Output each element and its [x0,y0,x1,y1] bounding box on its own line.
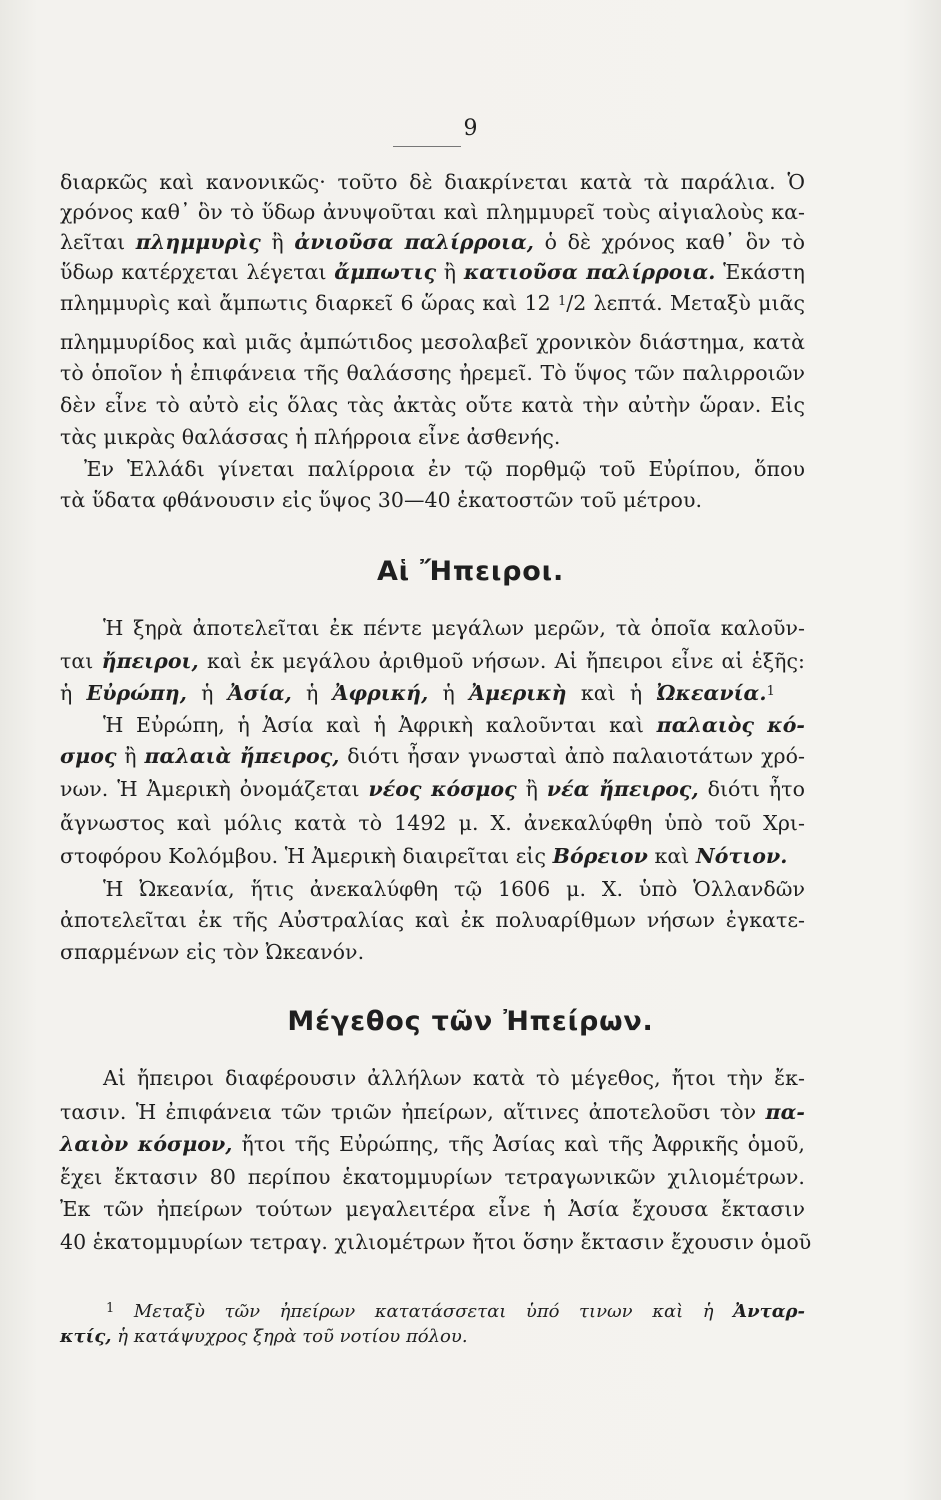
continent-name: Ὠκεανία. [656,681,767,705]
text-line: ἄγνωστος καὶ μόλις κατὰ τὸ 1492 μ. Χ. ἀνεκαλύφθη ὑπὸ τοῦ Χρι- [60,811,805,835]
text-line: Ἐν Ἑλλάδι γίνεται παλίρροια ἐν τῷ πορθμῷ τοῦ Εὐρίπου, ὅπου [84,457,805,481]
page-number: 9 [463,116,478,141]
emphasis-term: παλαιὰ ἤπειρος, [144,744,340,768]
text-line: τασιν. Ἡ ἐπιφάνεια τῶν τριῶν ἠπείρων, αἵτινες ἀποτελοῦσι τὸν πα- [60,1100,805,1124]
text-line: δὲν εἶνε τὸ αὐτὸ εἰς ὅλας τὰς ἀκτὰς οὔτε κατὰ τὴν αὐτὴν ὥραν. Εἰς [60,393,805,417]
continent-name: Εὐρώπη, [86,681,187,705]
emphasis-term: νέος κόσμος [368,777,517,801]
text-line: πλημμυρίδος καὶ μιᾶς ἀμπώτιδος μεσολαβεῖ χρονικὸν διάστημα, κατὰ [60,330,805,354]
text-line: στοφόρου Κολόμβου. Ἡ Ἀμερικὴ διαιρεῖται εἰς Βόρειον καὶ Νότιον. [60,844,788,868]
emphasis-term: πλημμυρὶς [135,230,261,254]
emphasis-term: πα- [765,1100,805,1124]
emphasis-term: παλαιὸς κό- [656,713,805,737]
text-line: ἀποτελεῖται ἐκ τῆς Αὐστραλίας καὶ ἐκ πολυαρίθμων νήσων ἐγκατε- [60,908,805,932]
text-line: Ἡ Ὠκεανία, ἥτις ἀνεκαλύφθη τῷ 1606 μ. Χ. ὑπὸ Ὁλλανδῶν [103,877,805,901]
emphasis-term: σμος [60,744,117,768]
page-number-rule [393,146,461,147]
section-heading: Αἱ Ἤπειροι. [376,556,565,587]
text-line: χρόνος καθ᾽ ὃν τὸ ὕδωρ ἀνυψοῦται καὶ πλημμυρεῖ τοὺς αἰγιαλοὺς κα- [60,200,805,224]
emphasis-term: κατιοῦσα παλίρροια. [463,260,716,284]
continent-name: Ἀμερικὴ [469,681,567,705]
text-line: ἔχει ἔκτασιν 80 περίπου ἑκατομμυρίων τετραγωνικῶν χιλιομέτρων. [60,1165,805,1189]
text-line: λεῖται πλημμυρὶς ἢ ἀνιοῦσα παλίρροια, ὁ δὲ χρόνος καθ᾽ ὃν τὸ [60,230,805,254]
continent-name: Ἀσία, [227,681,292,705]
text-line: πλημμυρὶς καὶ ἄμπωτις διαρκεῖ 6 ὥρας καὶ 12 $^1$/2 λεπτά. Μεταξὺ μιᾶς [60,291,805,315]
text-line: ὕδωρ κατέρχεται λέγεται ἄμπωτις ἢ κατιοῦσα παλίρροια. Ἑκάστη [60,260,805,284]
emphasis-term: ἤπειροι, [101,649,199,673]
section-heading: Μέγεθος τῶν Ἠπείρων. [287,1006,654,1037]
emphasis-term: Ἀνταρ- [733,1301,805,1322]
footnote: κτίς, ἡ κατάψυχρος ξηρὰ τοῦ νοτίου πόλου. [60,1326,468,1347]
text-line: ται ἤπειροι, καὶ ἐκ μεγάλου ἀριθμοῦ νήσων. Αἱ ἤπειροι εἶνε αἱ ἑξῆς: [60,649,805,673]
continent-name: Ἀφρική, [332,681,429,705]
emphasis-term: λαιὸν κόσμον, [60,1132,233,1156]
text-line: τὸ ὁποῖον ἡ ἐπιφάνεια τῆς θαλάσσης ἠρεμεῖ. Τὸ ὕψος τῶν παλιρροιῶν [60,361,805,385]
text-line: λαιὸν κόσμον, ἤτοι τῆς Εὐρώπης, τῆς Ἀσίας καὶ τῆς Ἀφρικῆς ὁμοῦ, [60,1132,805,1156]
text-line: ἡ Εὐρώπη, ἡ Ἀσία, ἡ Ἀφρική, ἡ Ἀμερικὴ καὶ ἡ Ὠκεανία.$^1$ [60,681,775,705]
text-line: σμος ἢ παλαιὰ ἤπειρος, διότι ἦσαν γνωσταὶ ἀπὸ παλαιοτάτων χρό- [60,744,805,768]
text-line: διαρκῶς καὶ κανονικῶς· τοῦτο δὲ διακρίνεται κατὰ τὰ παράλια. Ὁ [60,170,805,194]
emphasis-term: νέα ἤπειρος, [546,777,699,801]
emphasis-term: Βόρειον [552,844,648,868]
text-line: Αἱ ἤπειροι διαφέρουσιν ἀλλήλων κατὰ τὸ μέγεθος, ἤτοι τὴν ἔκ- [103,1066,805,1090]
text-line: Ἐκ τῶν ἠπείρων τούτων μεγαλειτέρα εἶνε ἡ Ἀσία ἔχουσα ἔκτασιν [60,1197,805,1221]
emphasis-term: ἀνιοῦσα παλίρροια, [294,230,534,254]
emphasis-term: Νότιον. [695,844,788,868]
text-line: νων. Ἡ Ἀμερικὴ ὀνομάζεται νέος κόσμος ἢ νέα ἤπειρος, διότι ἦτο [60,777,805,801]
text-line: 40 ἑκατομμυρίων τετραγ. χιλιομέτρων ἤτοι ὅσην ἔκτασιν ἔχουσιν ὁμοῦ [60,1230,812,1254]
emphasis-term: ἄμπωτις [334,260,437,284]
footnote-reference: 1 [766,684,775,699]
footnote-marker: 1 [106,1301,115,1316]
footnote: $^1$ Μεταξὺ τῶν ἠπείρων κατατάσσεται ὑπό τινων καὶ ἡ Ἀνταρ- [106,1301,805,1322]
text-line: τὰ ὕδατα φθάνουσιν εἰς ὕψος 30—40 ἑκατοστῶν τοῦ μέτρου. [60,488,703,512]
text-line: σπαρμένων εἰς τὸν Ὠκεανόν. [60,940,365,964]
text-line: Ἡ ξηρὰ ἀποτελεῖται ἐκ πέντε μεγάλων μερῶν, τὰ ὁποῖα καλοῦν- [103,616,805,640]
text-line: Ἡ Εὐρώπη, ἡ Ἀσία καὶ ἡ Ἀφρικὴ καλοῦνται καὶ παλαιὸς κό- [103,713,805,737]
text-line: τὰς μικρὰς θαλάσσας ἡ πλήρροια εἶνε ἀσθενής. [60,425,561,449]
emphasis-term: κτίς, [60,1326,112,1347]
